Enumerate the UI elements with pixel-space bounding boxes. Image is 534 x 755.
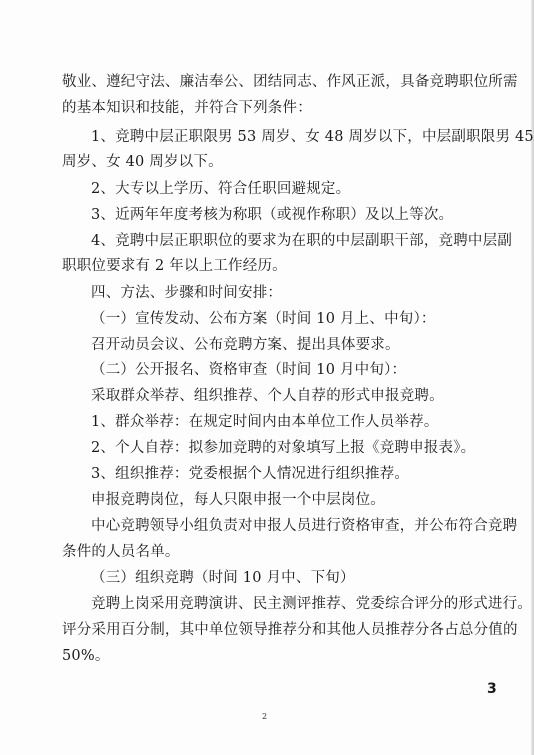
list-item: 2、个人自荐：拟参加竞聘的对象填写上报《竞聘申报表》。 bbox=[91, 440, 476, 456]
body-text-line: 条件的人员名单。 bbox=[62, 544, 180, 560]
subsection-heading: （三）组织竞聘（时间 10 月中、下旬） bbox=[91, 570, 355, 586]
condition-4-line: 4、竞聘中层正职职位的要求为在职的中层副职干部，竞聘中层副 bbox=[91, 233, 513, 249]
footer-page-number: 2 bbox=[262, 712, 268, 721]
list-item: 3、组织推荐：党委根据个人情况进行组织推荐。 bbox=[91, 466, 410, 482]
list-item: 1、群众举荐：在规定时间内由本单位工作人员举荐。 bbox=[91, 414, 439, 430]
body-text-line: 职职位要求有 2 年以上工作经历。 bbox=[62, 258, 287, 274]
body-text-line: 竞聘上岗采用竞聘演讲、民主测评推荐、党委综合评分的形式进行。 bbox=[91, 596, 532, 612]
body-text-line: 的基本知识和技能，并符合下列条件： bbox=[62, 100, 312, 116]
body-text-line: 敬业、遵纪守法、廉洁奉公、团结同志、作风正派，具备竞聘职位所需 bbox=[62, 74, 518, 90]
body-text-line: 周岁、女 40 周岁以下。 bbox=[62, 154, 223, 170]
body-text-line: 中心竞聘领导小组负责对申报人员进行资格审查，并公布符合竞聘 bbox=[91, 518, 518, 534]
section-heading: 四、方法、步骤和时间安排： bbox=[91, 285, 283, 301]
subsection-heading: （二）公开报名、资格审查（时间 10 月中旬）： bbox=[91, 362, 407, 378]
body-text-line: 采取群众举荐、组织推荐、个人自荐的形式申报竞聘。 bbox=[91, 388, 444, 404]
body-text-line: 50%。 bbox=[62, 648, 110, 664]
subsection-heading: （一）宣传发动、公布方案（时间 10 月上、中旬）： bbox=[91, 311, 436, 327]
condition-3-line: 3、近两年年度考核为称职（或视作称职）及以上等次。 bbox=[91, 207, 454, 223]
body-text-line: 召开动员会议、公布竞聘方案、提出具体要求。 bbox=[91, 337, 400, 353]
page-number: 3 bbox=[487, 681, 497, 697]
body-text-line: 评分采用百分制，其中单位领导推荐分和其他人员推荐分各占总分值的 bbox=[62, 622, 518, 638]
body-text-line: 申报竞聘岗位，每人只限申报一个中层岗位。 bbox=[91, 492, 385, 508]
condition-2-line: 2、大专以上学历、符合任职回避规定。 bbox=[91, 181, 351, 197]
condition-1-line: 1、竞聘中层正职限男 53 周岁、女 48 周岁以下，中层副职限男 45 bbox=[91, 129, 534, 145]
